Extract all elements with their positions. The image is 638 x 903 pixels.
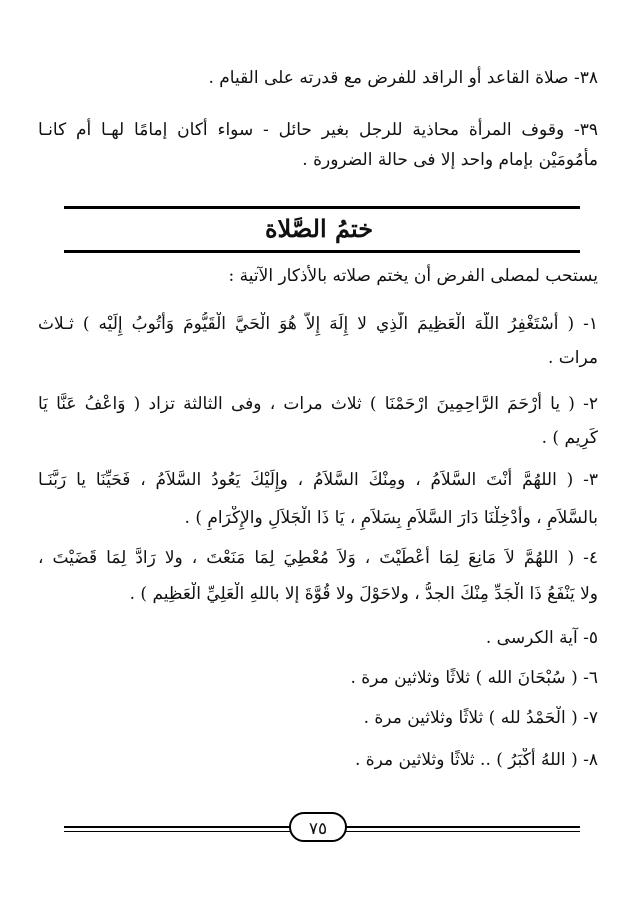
item-39-line2: مأمُومَيْن بإمام واحد إلا فى حالة الضرورة .	[302, 150, 598, 170]
dhikr-6: ٦- ( سُبْحَانَ الله ) ثلاثًا وثلاثين مرة .	[350, 668, 598, 688]
item-38: ٣٨- صلاة القاعد أو الراقد للفرض مع قدرته على القيام .	[208, 68, 598, 88]
item-39-line1: ٣٩- وقوف المرأة محاذية للرجل بغير حائل - سواء أكان إمامًا لهـا أم كانـا	[38, 120, 598, 140]
dhikr-1-line1: ١- ( أَسْتَغْفِرُ اللَّهَ الْعَظِيمَ الَّذِي لا إِلَهَ إِلاَّ هُوَ الْحَيَّ الْقَيُّومَ وَأَتُوبُ إِلَيْه ) ثـلاث	[38, 314, 598, 334]
dhikr-4-line2: ولا يَنْفَعُ ذَا الْجَدِّ مِنْكَ الجدُّ ، ولاحَوْلَ ولا قُوَّةَ إلا باللهِ الْعَلِيِّ الْعَظِيم ) .	[129, 584, 598, 604]
dhikr-8: ٨- ( اللهُ أَكْبَرُ ) .. ثلاثًا وثلاثين مرة .	[354, 750, 598, 770]
dhikr-3-line1: ٣- ( اللهُمَّ أَنْتَ السَّلاَمُ ، ومِنْكَ السَّلاَمُ ، وإِلَيْكَ يَعُودُ السَّلاَمُ ، فَحَيِّنَا يا رَبَّنَـا	[38, 470, 598, 490]
heading-bottom-rule	[64, 250, 580, 253]
intro-text: يستحب لمصلى الفرض أن يختم صلاته بالأذكار الآتية :	[228, 266, 598, 286]
dhikr-4-line1: ٤- ( اللهُمَّ لاَ مَانِعَ لِمَا أَعْطَيْتَ ، وَلاَ مُعْطِيَ لِمَا مَنَعْتَ ، ولا رَادَّ لِمَا قَضَيْتَ ،	[38, 548, 598, 568]
heading-top-rule	[64, 206, 580, 209]
section-heading: ختمُ الصَّلاة	[264, 214, 374, 243]
dhikr-3-line2: بالسَّلاَمِ ، وأَدْخِلْنَا دَارَ السَّلاَمِ بِسَلاَمٍ ، يَا ذَا الْجَلاَلِ والإِكْرَامِ ) .	[184, 508, 598, 528]
dhikr-2-line2: كَرِيم ) .	[541, 428, 598, 448]
page-number: ٧٥	[289, 812, 347, 842]
dhikr-5: ٥- آية الكرسى .	[485, 628, 598, 648]
dhikr-2-line1: ٢- ( يا أَرْحَمَ الرَّاحِمِينَ ارْحَمْنَا ) ثلاث مرات ، وفى الثالثة تزاد ( وَاعْفُ عَنَّا يَا	[38, 394, 598, 414]
dhikr-7: ٧- ( الْحَمْدُ لله ) ثلاثًا وثلاثين مرة .	[363, 708, 598, 728]
dhikr-1-line2: مرات .	[547, 348, 598, 368]
